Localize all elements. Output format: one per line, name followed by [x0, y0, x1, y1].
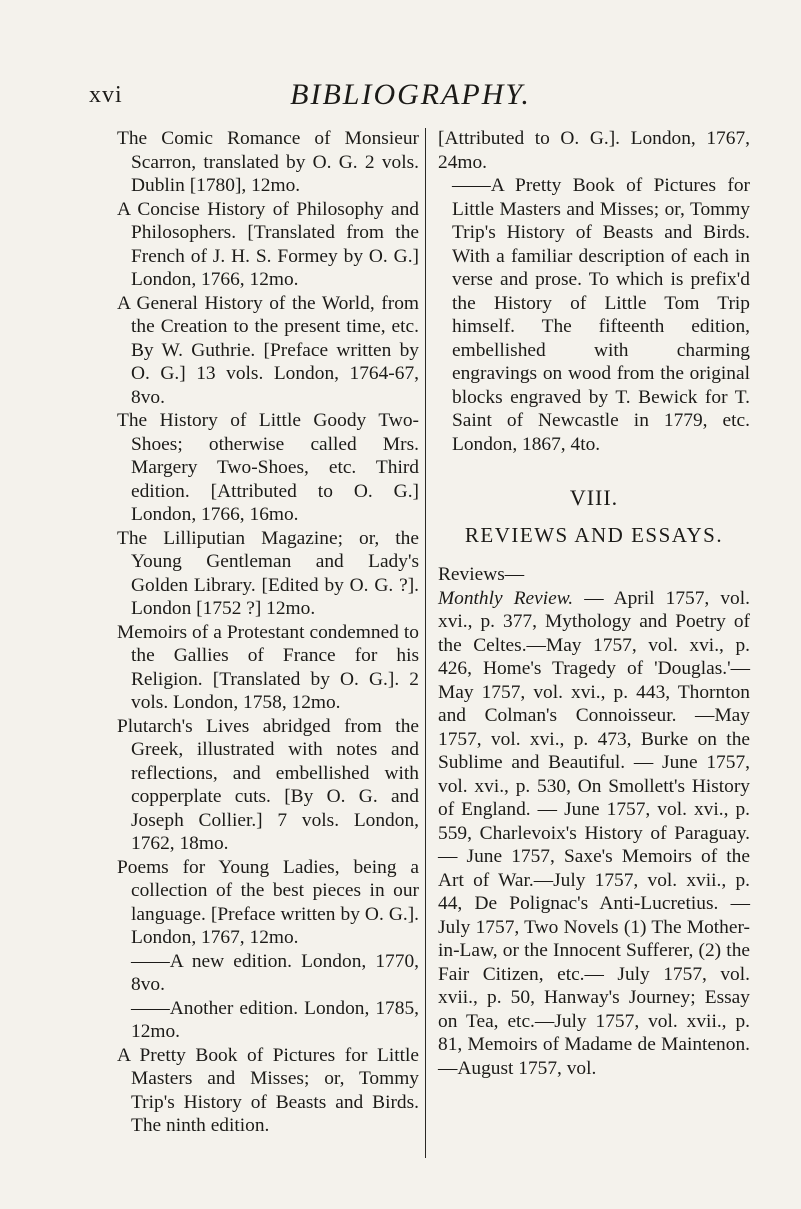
running-head: BIBLIOGRAPHY. — [290, 78, 531, 111]
review-entries: — April 1757, vol. xvi., p. 377, Mythology and Poetry of the Celtes.—May 1757, vol. xvi., p. 426, Home's Tragedy of 'Douglas.'—May 1757, vol. xvi., p. 443, Thornton and Colman's Connoisseur. —May 1757, vol. xvi., p. 473, Burke on the Sublime and Beautiful. — June 1757, vol. xvi., p. 530, On Smollett's History of England. — June 1757, vol. xvi., p. 559, Charlevoix's History of Paraguay.— June 1757, Saxe's Memoirs of the Art of War.—July 1757, vol. xvii., p. 44, De Polignac's Anti-Lucretius. — July 1757, Two Novels (1) The Mother-in-Law, or the Innocent Sufferer, (2) the Fair Citizen, etc.— July 1757, vol. xvii., p. 50, Hanway's Journey; Essay on Tea, etc.—July 1757, vol. xvii., p. 81, Memoirs of Madame de Maintenon.—August 1757, vol. — [438, 587, 750, 1079]
periodical-title: Monthly Review. — [438, 587, 574, 609]
section-number: VIII. — [569, 485, 619, 510]
bibliography-entry: The Comic Romance of Monsieur Scarron, translated by O. G. 2 vols. Dublin [1780], 12mo. — [117, 128, 419, 196]
monthly-review-list — [438, 587, 750, 1081]
bibliography-entry: The Lilliputian Magazine; or, the Young Gentleman and Lady's Golden Library. [Edited by O. G. ?]. London [1752 ?] 12mo. — [117, 527, 419, 619]
reviews-label: Reviews— — [438, 564, 525, 585]
bibliography-entry: A General History of the World, from the Creation to the present time, etc. By W. Guthrie. [Preface written by O. G.] 13 vols. London, 1764-67, 8vo. — [117, 292, 419, 408]
section-title: REVIEWS AND ESSAYS. — [464, 522, 724, 547]
right-column — [438, 127, 750, 1080]
bibliography-entry: Poems for Young Ladies, being a collection of the best pieces in our language. [Preface written by O. G.]. London, 1767, 12mo. — [117, 856, 419, 948]
bibliography-entry: Memoirs of a Protestant condemned to the Gallies of France for his Religion. [Translated by O. G.]. 2 vols. London, 1758, 12mo. — [117, 621, 419, 713]
ditto-entry: ——A new edition. London, 1770, 8vo. — [131, 950, 419, 995]
entry-continuation: [Attributed to O. G.]. London, 1767, 24mo. — [438, 128, 750, 173]
bibliography-entry: The History of Little Goody Two-Shoes; otherwise called Mrs. Margery Two-Shoes, etc. Third edition. [Attributed to O. G.] London, 1766, 16mo. — [117, 410, 419, 525]
page-number: xvi — [89, 82, 123, 108]
column-divider — [425, 128, 426, 1158]
ditto-entry: ——A Pretty Book of Pictures for Little Masters and Misses; or, Tommy Trip's History of Beasts and Birds. With a familiar description of each in verse and prose. To which is prefix'd the History of Little Tom Trip himself. The fifteenth edition, embellished with charming engravings on wood from the original blocks engraved by T. Bewick for T. Saint of Newcastle in 1779, etc. London, 1867, 4to. — [452, 175, 750, 455]
left-column — [117, 127, 419, 1138]
bibliography-entry: A Pretty Book of Pictures for Little Masters and Misses; or, Tommy Trip's History of Beasts and Birds. The ninth edition. — [117, 1044, 419, 1136]
bibliography-entry: Plutarch's Lives abridged from the Greek, illustrated with notes and reflections, and embellished with copperplate cuts. [By O. G. and Joseph Collier.] 7 vols. London, 1762, 18mo. — [117, 715, 419, 854]
bibliography-entry: A Concise History of Philosophy and Philosophers. [Translated from the French of J. H. S. Formey by O. G.] London, 1766, 12mo. — [117, 198, 419, 290]
ditto-entry: ——Another edition. London, 1785, 12mo. — [131, 997, 419, 1042]
